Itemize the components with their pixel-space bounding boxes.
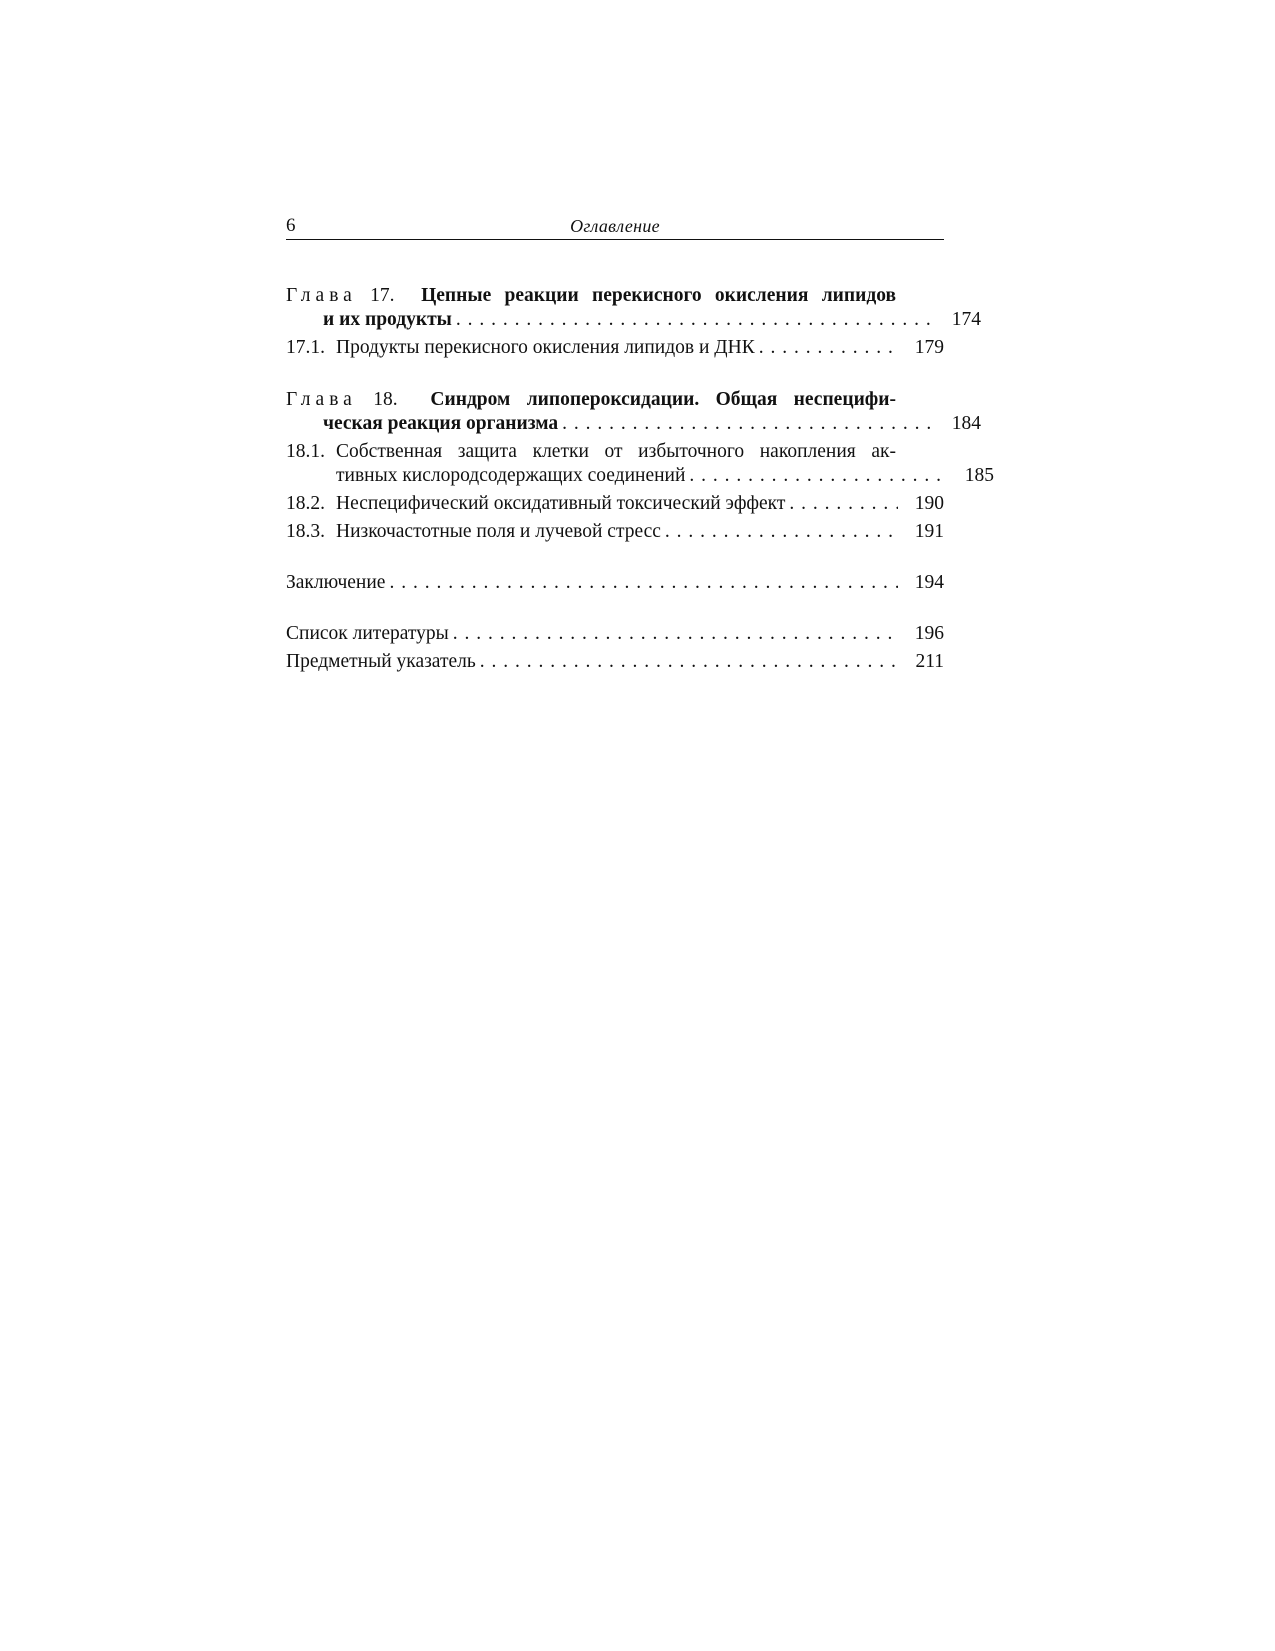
chapter-number: 18. xyxy=(373,389,398,410)
section-title xyxy=(286,520,661,544)
spacer xyxy=(286,544,944,571)
toc-section-18-1[interactable] xyxy=(286,440,994,488)
section-18-1-line1 xyxy=(286,440,896,464)
dot-leader xyxy=(480,650,898,674)
page-ref: 179 xyxy=(914,337,944,358)
page-ref: 196 xyxy=(914,623,944,644)
toc-section-18-3[interactable] xyxy=(286,520,944,544)
toc-references[interactable] xyxy=(286,622,944,646)
section-title-text: Низкочастотные поля и лучевой стресс xyxy=(336,521,661,542)
dot-leader xyxy=(453,622,898,646)
dot-leader xyxy=(759,336,898,360)
dot-leader xyxy=(689,464,948,488)
section-title-line2: тивных кислородсодержащих соединений xyxy=(336,465,686,486)
page-ref: 211 xyxy=(915,651,944,672)
chapter-18-line2 xyxy=(286,412,981,436)
page-number: 6 xyxy=(286,215,296,236)
page-ref: 191 xyxy=(914,521,944,542)
toc-chapter-18[interactable] xyxy=(286,388,981,436)
dot-leader xyxy=(789,492,898,516)
section-17-1-row xyxy=(286,336,944,360)
chapter-17-line1 xyxy=(286,284,896,308)
chapter-prefix: Глава xyxy=(286,389,357,410)
section-title xyxy=(286,336,755,360)
chapter-number: 17. xyxy=(370,285,395,306)
dot-leader xyxy=(456,308,935,332)
dot-leader xyxy=(389,571,898,595)
spacer xyxy=(286,595,944,622)
subject-index-row xyxy=(286,650,944,674)
toc-section-17-1[interactable] xyxy=(286,336,944,360)
page-ref: 194 xyxy=(914,572,944,593)
section-number: 18.3. xyxy=(286,521,325,542)
page-ref: 185 xyxy=(964,465,994,486)
references-row xyxy=(286,622,944,646)
subject-index-title: Предметный указатель xyxy=(286,651,476,672)
section-number: 18.1. xyxy=(286,441,325,462)
chapter-18-line1 xyxy=(286,388,896,412)
chapter-title-line1: Цепные реакции перекисного окисления липидов xyxy=(421,285,896,306)
running-header xyxy=(286,215,944,240)
running-title: Оглавление xyxy=(570,216,660,236)
conclusion-title: Заключение xyxy=(286,572,386,593)
conclusion-row xyxy=(286,571,944,595)
chapter-prefix: Глава xyxy=(286,285,357,306)
chapter-title-line2: и их продукты xyxy=(323,309,452,330)
toc-section-18-2[interactable] xyxy=(286,492,944,516)
section-18-2-row xyxy=(286,492,944,516)
page-ref: 174 xyxy=(951,309,981,330)
table-of-contents xyxy=(286,284,994,674)
section-18-3-row xyxy=(286,520,944,544)
chapter-17-line2 xyxy=(286,308,981,332)
section-number: 17.1. xyxy=(286,337,325,358)
dot-leader xyxy=(562,412,935,436)
spacer xyxy=(286,360,944,388)
chapter-title-line2: ческая реакция организма xyxy=(323,413,559,434)
toc-subject-index[interactable] xyxy=(286,650,944,674)
page-ref: 184 xyxy=(951,413,981,434)
section-title-line1: Собственная защита клетки от избыточного накопления ак- xyxy=(336,441,896,462)
references-title: Список литературы xyxy=(286,623,449,644)
chapter-title-line1: Синдром липопероксидации. Общая неспецифи- xyxy=(430,389,897,410)
toc-chapter-17[interactable] xyxy=(286,284,981,332)
section-18-1-line2 xyxy=(286,464,994,488)
section-title-text: Продукты перекисного окисления липидов и ДНК xyxy=(336,337,755,358)
section-title-text: Неспецифический оксидативный токсический эффект xyxy=(336,493,786,514)
page-ref: 190 xyxy=(914,493,944,514)
section-title xyxy=(286,492,785,516)
section-number: 18.2. xyxy=(286,493,325,514)
toc-conclusion[interactable] xyxy=(286,571,944,595)
dot-leader xyxy=(665,520,898,544)
